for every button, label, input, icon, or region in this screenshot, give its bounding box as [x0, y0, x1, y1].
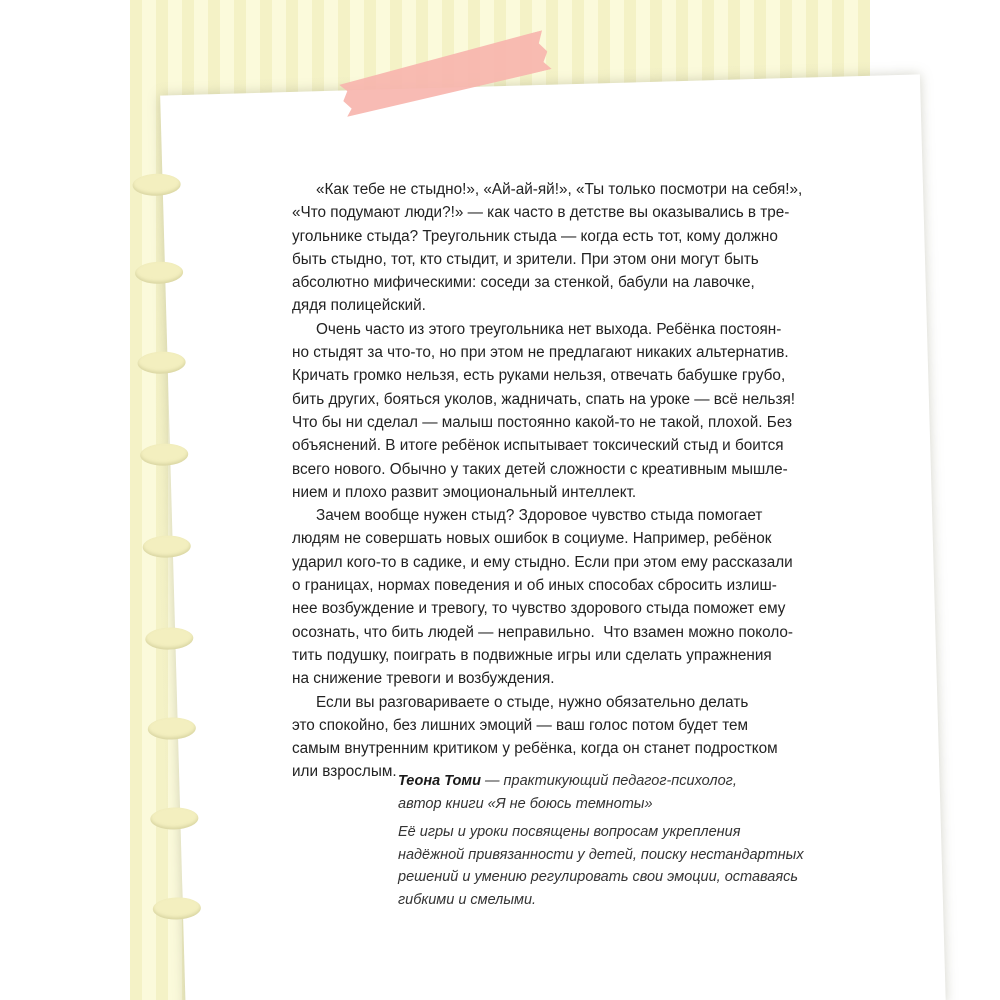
- article-line: или взрослым.: [292, 763, 397, 781]
- binder-hole: [148, 717, 197, 740]
- article-line: угольнике стыда? Треугольник стыда — когда есть тот, кому должно: [292, 227, 778, 245]
- author-heading: [398, 770, 838, 793]
- author-name: Теона Томи: [398, 773, 481, 789]
- article-line: Что бы ни сделал — малыш постоянно какой-то не такой, плохой. Без: [292, 413, 793, 431]
- binder-hole: [135, 261, 184, 284]
- article-line: осознать, что бить людей — неправильно. Что взамен можно поколо-: [292, 623, 794, 641]
- article-line: но стыдят за что-то, но при этом не предлагают никаких альтернатив.: [292, 344, 789, 362]
- article-line: нием и плохо развит эмоциональный интеллект.: [292, 483, 637, 501]
- binder-hole: [142, 535, 191, 558]
- article-line: нее возбуждение и тревогу, то чувство здорового стыда поможет ему: [292, 600, 786, 618]
- author-role: — практикующий педагог-психолог,: [481, 773, 737, 789]
- binder-hole: [132, 173, 181, 196]
- article-line: дядя полицейский.: [292, 297, 426, 315]
- article-line: ударил кого-то в садике, и ему стыдно. Если при этом ему рассказали: [292, 553, 793, 571]
- article-line: самым внутренним критиком у ребёнка, когда он станет подростком: [292, 740, 778, 758]
- article-line: людям не совершать новых ошибок в социуме. Например, ребёнок: [292, 530, 772, 548]
- bio-line: надёжной привязанности у детей, поиску нестандартных: [398, 846, 804, 863]
- binder-hole: [145, 627, 194, 650]
- article-line: объяснений. В итоге ребёнок испытывает токсический стыд и боится: [292, 437, 784, 455]
- article-line: Если вы разговариваете о стыде, нужно обязательно делать: [316, 693, 749, 711]
- binder-hole: [150, 807, 199, 830]
- article-line: о границах, нормах поведения и об иных способах сбросить излиш-: [292, 577, 777, 595]
- article-line: Очень часто из этого треугольника нет выхода. Ребёнка постоян-: [316, 320, 782, 338]
- binder-hole: [153, 897, 202, 920]
- article-line: на снижение тревоги и возбуждения.: [292, 670, 555, 688]
- bio-line: гибкими и смелыми.: [398, 891, 537, 908]
- author-bio: [398, 770, 838, 911]
- bio-line: решений и умению регулировать свои эмоции, оставаясь: [398, 869, 798, 885]
- article-line: «Что подумают люди?!» — как часто в детстве вы оказывались в тре-: [292, 204, 790, 222]
- article-line: это спокойно, без лишних эмоций — ваш голос потом будет тем: [292, 716, 749, 734]
- article-line: Зачем вообще нужен стыд? Здоровое чувство стыда помогает: [316, 507, 763, 525]
- article-line: тить подушку, поиграть в подвижные игры или сделать упражнения: [292, 646, 772, 664]
- article-line: быть стыдно, тот, кто стыдит, и зрители. При этом они могут быть: [292, 250, 759, 268]
- article-line: бить других, бояться уколов, жадничать, спать на уроке — всё нельзя!: [292, 390, 796, 408]
- article-body: [292, 178, 812, 784]
- binder-hole: [140, 443, 189, 466]
- binder-hole: [137, 351, 186, 374]
- article-line: «Как тебе не стыдно!», «Ай-ай-яй!», «Ты только посмотри на себя!»,: [316, 181, 803, 198]
- article-line: абсолютно мифическими: соседи за стенкой, бабули на лавочке,: [292, 274, 755, 292]
- author-book: автор книги «Я не боюсь темноты»: [398, 795, 653, 812]
- bio-line: Её игры и уроки посвящены вопросам укрепления: [398, 824, 741, 840]
- article-line: всего нового. Обычно у таких детей сложности с креативным мышле-: [292, 460, 788, 478]
- article-line: Кричать громко нельзя, есть руками нельзя, отвечать бабушке грубо,: [292, 367, 786, 385]
